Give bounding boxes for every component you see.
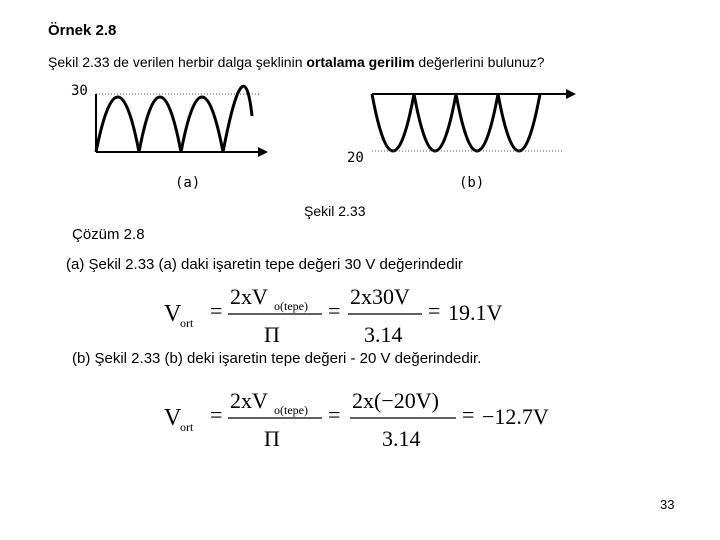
waveform-a-peak-label: 30 <box>71 83 88 99</box>
formula-a-lhs-sub: ort <box>180 316 194 330</box>
formula-b-den1: Π <box>264 426 280 451</box>
question-text <box>48 54 545 70</box>
formula-a-num2: 2x30V <box>350 284 410 309</box>
formula-a-equals-1: = <box>210 298 223 323</box>
waveform-a-curve <box>96 86 252 152</box>
formula-a <box>160 282 530 348</box>
waveform-a-tag: (a) <box>175 175 201 191</box>
formula-b-equals-1: = <box>210 402 223 427</box>
figure-caption: Şekil 2.33 <box>304 203 366 219</box>
solution-title: Çözüm 2.8 <box>72 226 145 243</box>
formula-b-equals-3: = <box>462 402 475 427</box>
waveform-b-arrowhead <box>566 89 576 99</box>
formula-b-num2: 2x(−20V) <box>352 388 439 413</box>
formula-b-lhs: V <box>164 405 182 431</box>
formula-a-num1: 2xV <box>230 284 268 309</box>
question-part2: değerlerini bulunuz? <box>414 54 545 70</box>
formula-b-lhs-sub: ort <box>180 420 194 434</box>
formula-a-lhs: V <box>164 301 182 327</box>
formula-b-result: −12.7V <box>482 404 549 429</box>
waveform-b-figure <box>340 84 580 196</box>
formula-b-den2: 3.14 <box>382 426 421 451</box>
page-number: 33 <box>660 497 675 512</box>
example-heading: Örnek 2.8 <box>48 22 117 39</box>
question-part1: Şekil 2.33 de verilen herbir dalga şeklinin <box>48 54 307 70</box>
formula-a-den2: 3.14 <box>364 322 403 347</box>
formula-a-den1: Π <box>264 322 280 347</box>
formula-a-num1-sub: o(tepe) <box>274 299 308 313</box>
question-bold: ortalama gerilim <box>306 54 415 70</box>
solution-part-b-text: (b) Şekil 2.33 (b) deki işaretin tepe değeri - 20 V değerindedir. <box>72 350 482 367</box>
solution-part-a-text: (a) Şekil 2.33 (a) daki işaretin tepe değeri 30 V değerindedir <box>66 256 463 273</box>
formula-b-equals-2: = <box>328 402 341 427</box>
formula-b <box>160 386 580 452</box>
waveform-a-figure <box>60 76 280 196</box>
formula-b-num1-sub: o(tepe) <box>274 403 308 417</box>
waveform-b-tag: (b) <box>459 175 485 191</box>
formula-a-equals-3: = <box>428 298 441 323</box>
waveform-a-arrowhead <box>258 147 268 157</box>
formula-a-equals-2: = <box>328 298 341 323</box>
formula-a-result: 19.1V <box>448 300 503 325</box>
formula-b-num1: 2xV <box>230 388 268 413</box>
waveform-b-curve <box>372 94 540 151</box>
waveform-b-peak-label: 20 <box>347 150 364 166</box>
